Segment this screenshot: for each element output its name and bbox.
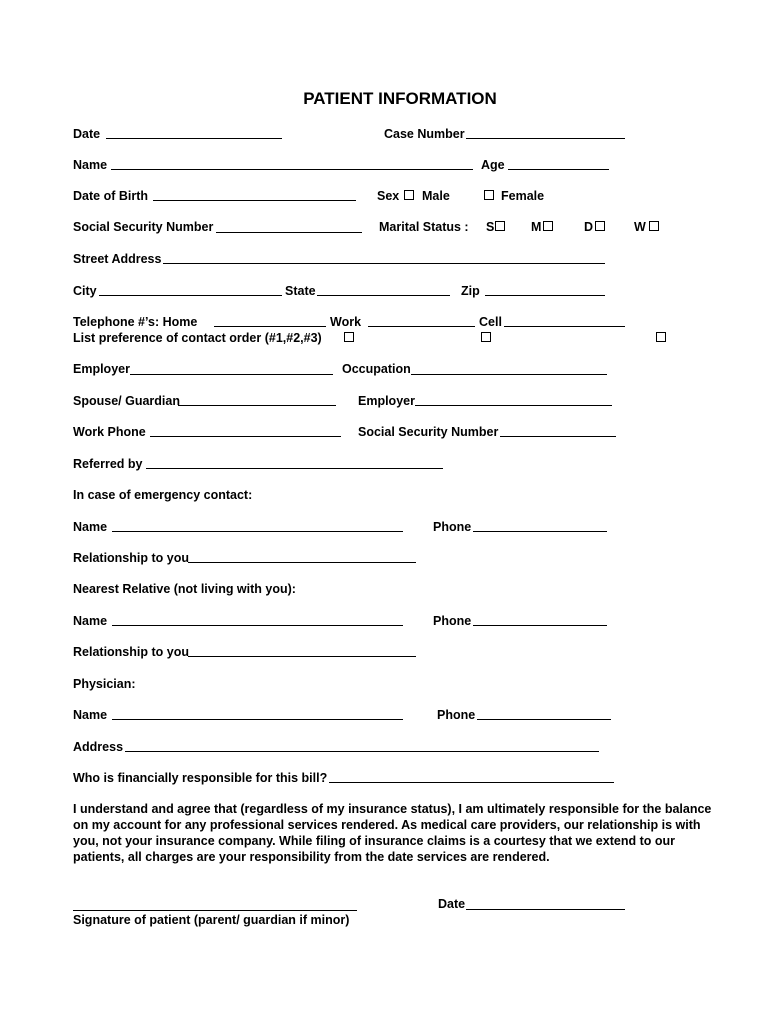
male-label: Male bbox=[422, 189, 450, 203]
case-number-field[interactable] bbox=[466, 138, 625, 139]
agreement-line: patients, all charges are your responsibility from the date services are rendered. bbox=[73, 850, 550, 864]
relative-heading: Nearest Relative (not living with you): bbox=[73, 582, 296, 596]
telephone-home-label: Telephone #’s: Home bbox=[73, 315, 198, 329]
dob-field[interactable] bbox=[153, 200, 356, 201]
case-number-label: Case Number bbox=[384, 127, 465, 141]
physician-name-label: Name bbox=[73, 708, 108, 722]
emergency-name-label: Name bbox=[73, 520, 108, 534]
signature-date-field[interactable] bbox=[466, 909, 625, 910]
ssn-label: Social Security Number bbox=[73, 220, 214, 234]
physician-heading: Physician: bbox=[73, 677, 136, 691]
emergency-heading: In case of emergency contact: bbox=[73, 488, 253, 502]
employer-label: Employer bbox=[73, 362, 130, 376]
emergency-name-field[interactable] bbox=[112, 531, 403, 532]
zip-field[interactable] bbox=[485, 295, 605, 296]
emergency-relationship-label: Relationship to you bbox=[73, 551, 189, 565]
age-label: Age bbox=[481, 158, 505, 172]
relative-name-label: Name bbox=[73, 614, 108, 628]
state-field[interactable] bbox=[317, 295, 450, 296]
cell-label: Cell bbox=[479, 315, 502, 329]
signature-label: Signature of patient (parent/ guardian if minor) bbox=[73, 913, 350, 927]
work-phone-label: Work Phone bbox=[73, 425, 146, 439]
spouse-ssn-label: Social Security Number bbox=[358, 425, 499, 439]
spouse-guardian-label: Spouse/ Guardian bbox=[73, 394, 180, 408]
referred-by-label: Referred by bbox=[73, 457, 143, 471]
spouse-ssn-field[interactable] bbox=[500, 436, 616, 437]
marital-w-label: W bbox=[634, 220, 646, 234]
occupation-field[interactable] bbox=[411, 374, 607, 375]
occupation-label: Occupation bbox=[342, 362, 411, 376]
relative-relationship-label: Relationship to you bbox=[73, 645, 189, 659]
spouse-employer-label: Employer bbox=[358, 394, 415, 408]
city-field[interactable] bbox=[99, 295, 282, 296]
sex-label: Sex bbox=[377, 189, 400, 203]
physician-name-field[interactable] bbox=[112, 719, 403, 720]
marital-single-checkbox[interactable] bbox=[495, 221, 505, 231]
street-address-label: Street Address bbox=[73, 252, 162, 266]
physician-phone-label: Phone bbox=[437, 708, 476, 722]
agreement-line: you, not your insurance company. While filing of insurance claims is a courtesy that we extend to our bbox=[73, 834, 675, 848]
relative-phone-field[interactable] bbox=[473, 625, 607, 626]
signature-date-label: Date bbox=[438, 897, 466, 911]
work-phone-field[interactable] bbox=[368, 326, 475, 327]
spouse-employer-field[interactable] bbox=[415, 405, 612, 406]
marital-married-checkbox[interactable] bbox=[543, 221, 553, 231]
spouse-guardian-field[interactable] bbox=[178, 405, 336, 406]
physician-address-field[interactable] bbox=[125, 751, 599, 752]
city-label: City bbox=[73, 284, 97, 298]
name-field[interactable] bbox=[111, 169, 473, 170]
female-label: Female bbox=[501, 189, 545, 203]
cell-phone-field[interactable] bbox=[504, 326, 625, 327]
date-field[interactable] bbox=[106, 138, 282, 139]
signature-field[interactable] bbox=[73, 910, 357, 911]
agreement-line: I understand and agree that (regardless of my insurance status), I am ultimately responsible for the balance bbox=[73, 802, 712, 816]
emergency-phone-field[interactable] bbox=[473, 531, 607, 532]
marital-d-label: D bbox=[584, 220, 594, 234]
zip-label: Zip bbox=[461, 284, 480, 298]
agreement-line: on my account for any professional services rendered. As medical care providers, our relationship is with bbox=[73, 818, 701, 832]
physician-phone-field[interactable] bbox=[477, 719, 611, 720]
relative-relationship-field[interactable] bbox=[188, 656, 416, 657]
relative-phone-label: Phone bbox=[433, 614, 472, 628]
male-checkbox[interactable] bbox=[404, 190, 414, 200]
marital-m-label: M bbox=[531, 220, 542, 234]
ssn-field[interactable] bbox=[216, 232, 362, 233]
home-preference-checkbox[interactable] bbox=[344, 332, 354, 342]
agreement-paragraph bbox=[73, 801, 753, 865]
contact-order-label: List preference of contact order (#1,#2,#3) bbox=[73, 331, 322, 345]
emergency-relationship-field[interactable] bbox=[188, 562, 416, 563]
female-checkbox[interactable] bbox=[484, 190, 494, 200]
referred-by-field[interactable] bbox=[146, 468, 443, 469]
age-field[interactable] bbox=[508, 169, 609, 170]
marital-s-label: S bbox=[486, 220, 495, 234]
dob-label: Date of Birth bbox=[73, 189, 148, 203]
spouse-work-phone-field[interactable] bbox=[150, 436, 341, 437]
financially-responsible-label: Who is financially responsible for this bill? bbox=[73, 771, 328, 785]
work-preference-checkbox[interactable] bbox=[481, 332, 491, 342]
name-label: Name bbox=[73, 158, 108, 172]
financially-responsible-field[interactable] bbox=[329, 782, 614, 783]
marital-status-label: Marital Status : bbox=[379, 220, 469, 234]
emergency-phone-label: Phone bbox=[433, 520, 472, 534]
state-label: State bbox=[285, 284, 316, 298]
street-address-field[interactable] bbox=[163, 263, 605, 264]
relative-name-field[interactable] bbox=[112, 625, 403, 626]
form-title: PATIENT INFORMATION bbox=[303, 89, 497, 108]
physician-address-label: Address bbox=[73, 740, 124, 754]
home-phone-field[interactable] bbox=[214, 326, 326, 327]
date-label: Date bbox=[73, 127, 101, 141]
marital-divorced-checkbox[interactable] bbox=[595, 221, 605, 231]
work-label: Work bbox=[330, 315, 362, 329]
marital-widowed-checkbox[interactable] bbox=[649, 221, 659, 231]
employer-field[interactable] bbox=[130, 374, 333, 375]
cell-preference-checkbox[interactable] bbox=[656, 332, 666, 342]
